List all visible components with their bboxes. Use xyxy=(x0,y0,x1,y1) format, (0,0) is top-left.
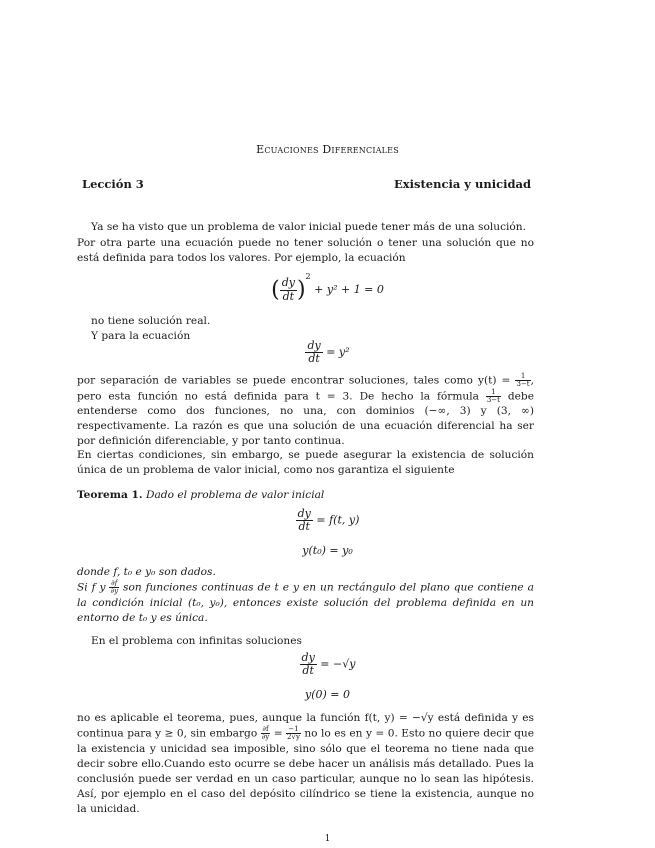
page-number: 1 xyxy=(324,834,331,844)
paragraph-separation: por separación de variables se puede encontrar soluciones, tales como y(t) = $\frac{1}{3-t}$ , pero esta función no está definida para t = 3. De hecho la fórmula $\frac{1}{3-t}$ debe entenderse como dos funciones, no una, con dominios (−∞, 3) y (3, ∞) respectivamente. La razón es que una solución de una ecuación diferencial ha ser por definición diferenciable, y por tanto continua. xyxy=(77,372,534,447)
fraction-one-over-3-minus-t: $\frac{1}{3-t}$ xyxy=(516,372,530,388)
fraction-dy-dt: $\frac{dy}{dt}$ xyxy=(281,276,295,303)
fraction-partial-f-partial-y: $\frac{\partial f}{\partial y}$ xyxy=(110,579,119,595)
fraction-one-over-3-minus-t: $\frac{1}{3-t}$ xyxy=(486,387,500,404)
paragraph-no-real: no tiene solución real. xyxy=(91,315,211,327)
right-paren: ) xyxy=(296,277,306,303)
fraction-dy-dt: $\frac{dy}{dt}$ xyxy=(301,651,315,678)
theorem-label: Teorema 1. xyxy=(77,489,143,501)
equation-4 xyxy=(0,652,655,677)
lesson-number: Lección 3 xyxy=(82,177,144,191)
fraction-neg-one-over-two-sqrt-y: $\frac{-1}{2√y}$ xyxy=(287,725,300,741)
paragraph-conclusion: no es aplicable el teorema, pues, aunque la función f(t, y) = −√y está definida y es continua para y ≥ 0, sin embargo $\frac{\partial f}{\partial y}$ = $\frac{-1}{2√y}$ no lo es en y = 0. Esto no quiere decir que la existencia y unicidad sea imposible, sino sólo que el teorema no tiene nada que decir sobre ello.Cuando esto ocurre se debe hacer un análisis más detallado. Pues la conclusión puede ser verdad en un caso particular, aunque no lo sean las hipótesis. Así, por ejemplo en el caso del depósito cilíndrico se tiene la existencia, aunque no la unicidad. xyxy=(77,712,534,815)
equation-1-rest: + y² + 1 = 0 xyxy=(314,283,384,296)
theorem-given: donde f, t₀ e y₀ son dados. xyxy=(77,566,216,578)
equation-1 xyxy=(0,272,655,303)
lesson-topic: Existencia y unicidad xyxy=(394,177,531,191)
left-paren: ( xyxy=(271,277,280,303)
paragraph-infinite: En el problema con infinitas soluciones xyxy=(91,635,302,647)
fraction-dy-dt: $\frac{dy}{dt}$ xyxy=(297,507,311,534)
equation-4-initial: y(0) = 0 xyxy=(304,688,350,701)
equation-3 xyxy=(0,508,655,533)
course-title: Ecuaciones Diferenciales xyxy=(256,143,399,156)
theorem-body: Si f y $\frac{\partial f}{\partial y}$ son funciones continuas de t e y en un rectángulo del plano que contiene a la condición inicial (t₀, y₀), entonces existe solución del problema definida en un entorno de t₀ y es única. xyxy=(77,579,534,624)
paragraph-no-solution: Por otra parte una ecuación puede no tener solución o tener una solución que no está definida para todos los valores. Por ejemplo, la ecuación xyxy=(77,237,534,264)
exponent: 2 xyxy=(305,272,311,281)
equation-3-rest: = f(t, y) xyxy=(316,513,360,527)
fraction-dy-dt: $\frac{dy}{dt}$ xyxy=(307,339,321,366)
equation-2-rest: = y² xyxy=(326,345,350,359)
paragraph-intro: Ya se ha visto que un problema de valor inicial puede tener más de una solución. xyxy=(91,221,526,233)
equation-2 xyxy=(0,340,655,365)
paragraph-and-for: Y para la ecuación xyxy=(91,330,191,342)
theorem-heading xyxy=(77,488,534,503)
theorem-intro: Dado el problema de valor inicial xyxy=(146,489,325,501)
equation-4-rest: = −√y xyxy=(320,657,356,671)
paragraph-conditions: En ciertas condiciones, sin embargo, se puede asegurar la existencia de solución única de un problema de valor inicial, como nos garantiza el siguiente xyxy=(77,449,534,476)
equation-3-initial: y(t₀) = y₀ xyxy=(302,544,353,557)
fraction-partial-f-partial-y: $\frac{\partial f}{\partial y}$ xyxy=(261,725,270,741)
